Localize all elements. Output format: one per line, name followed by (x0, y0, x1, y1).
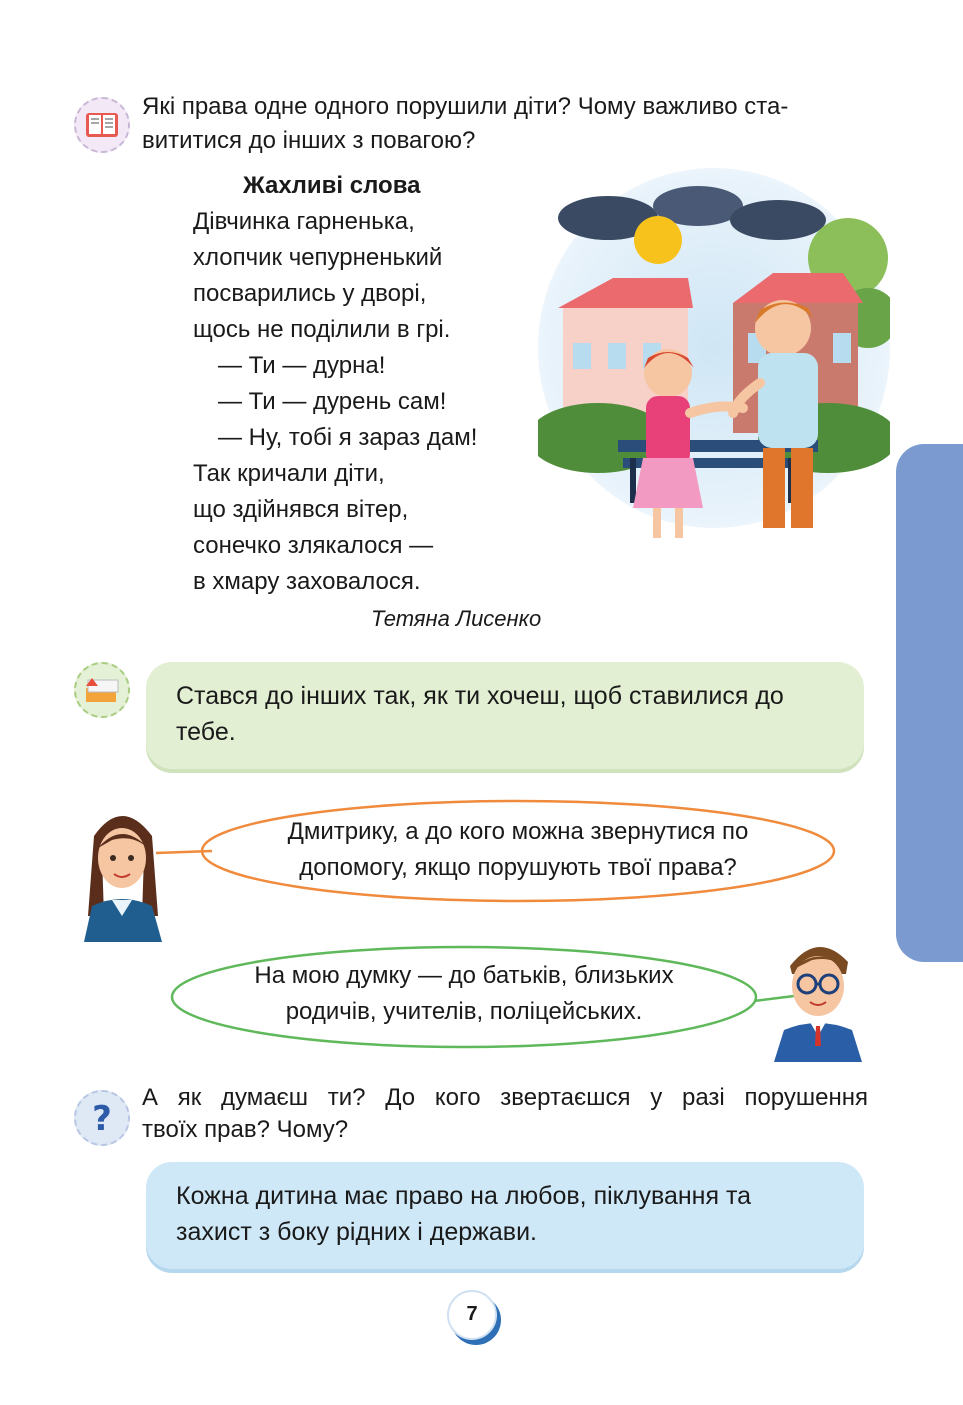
sun-shape (634, 216, 682, 264)
poem-title: Жахливі слова (243, 172, 421, 199)
poem-line: посварились у дворі, (193, 280, 427, 307)
poem-line: — Ти — дурень сам! (218, 388, 447, 415)
boy-speech-line-2: родичів, учителів, поліцейських. (285, 998, 643, 1025)
boy-speech-text (180, 958, 748, 1030)
boy-speech-line-1: На мою думку — до батьків, близьких (254, 962, 674, 989)
rule-text: Стався до інших так, як ти хочеш, щоб ставилися до тебе. (176, 682, 784, 746)
poem-author: Тетяна Лисенко (371, 606, 542, 631)
rule-box (146, 662, 864, 769)
poem-line: — Ну, тобі я зараз дам! (218, 424, 478, 451)
boy-avatar (768, 926, 868, 1062)
info-box-line-1: Кожна дитина має право на любов, піклування та (176, 1182, 752, 1210)
cloud-shape (730, 200, 826, 240)
book-icon (76, 99, 128, 151)
quarrel-illustration (538, 168, 890, 548)
info-box (146, 1162, 864, 1269)
question-2-text (142, 1082, 868, 1146)
svg-text:?: ? (92, 1099, 112, 1139)
poem-line: хлопчик чепурненький (193, 244, 443, 271)
girl-speech-text (200, 814, 836, 886)
question-1-line-2: вититися до інших з повагою? (142, 127, 476, 154)
poem-line: Так кричали діти, (193, 460, 385, 487)
question-2-line-1: А як думаєш ти? До кого звертаєшся у разі порушення (142, 1084, 868, 1111)
page-number: 7 (447, 1290, 497, 1340)
question-1-line-1: Які права одне одного порушили діти? Чому важливо ста- (142, 93, 789, 120)
poem-line: — Ти — дурна! (218, 352, 386, 379)
question-1-text (142, 90, 872, 158)
poem-line: щось не поділили в грі. (193, 316, 451, 343)
question-2-line-2: твоїх прав? Чому? (142, 1116, 349, 1143)
poem-line: Дівчинка гарненька, (193, 208, 415, 235)
question-icon (76, 1092, 128, 1144)
chapter-side-tab (896, 444, 963, 962)
girl-speech-line-1: Дмитрику, а до кого можна звернутися по (287, 818, 749, 845)
poem-line: що здійнявся вітер, (193, 496, 409, 523)
note-icon-badge (74, 662, 130, 718)
info-box-line-2: захист з боку рідних і держави. (176, 1218, 537, 1246)
girl-speech-line-2: допомогу, якщо порушують твої права? (299, 854, 737, 881)
book-icon-badge (74, 97, 130, 153)
question-icon-badge (74, 1090, 130, 1146)
note-icon (76, 664, 128, 716)
poem-line: в хмару заховалося. (193, 568, 421, 595)
poem-line: сонечко злякалося — (193, 532, 434, 559)
